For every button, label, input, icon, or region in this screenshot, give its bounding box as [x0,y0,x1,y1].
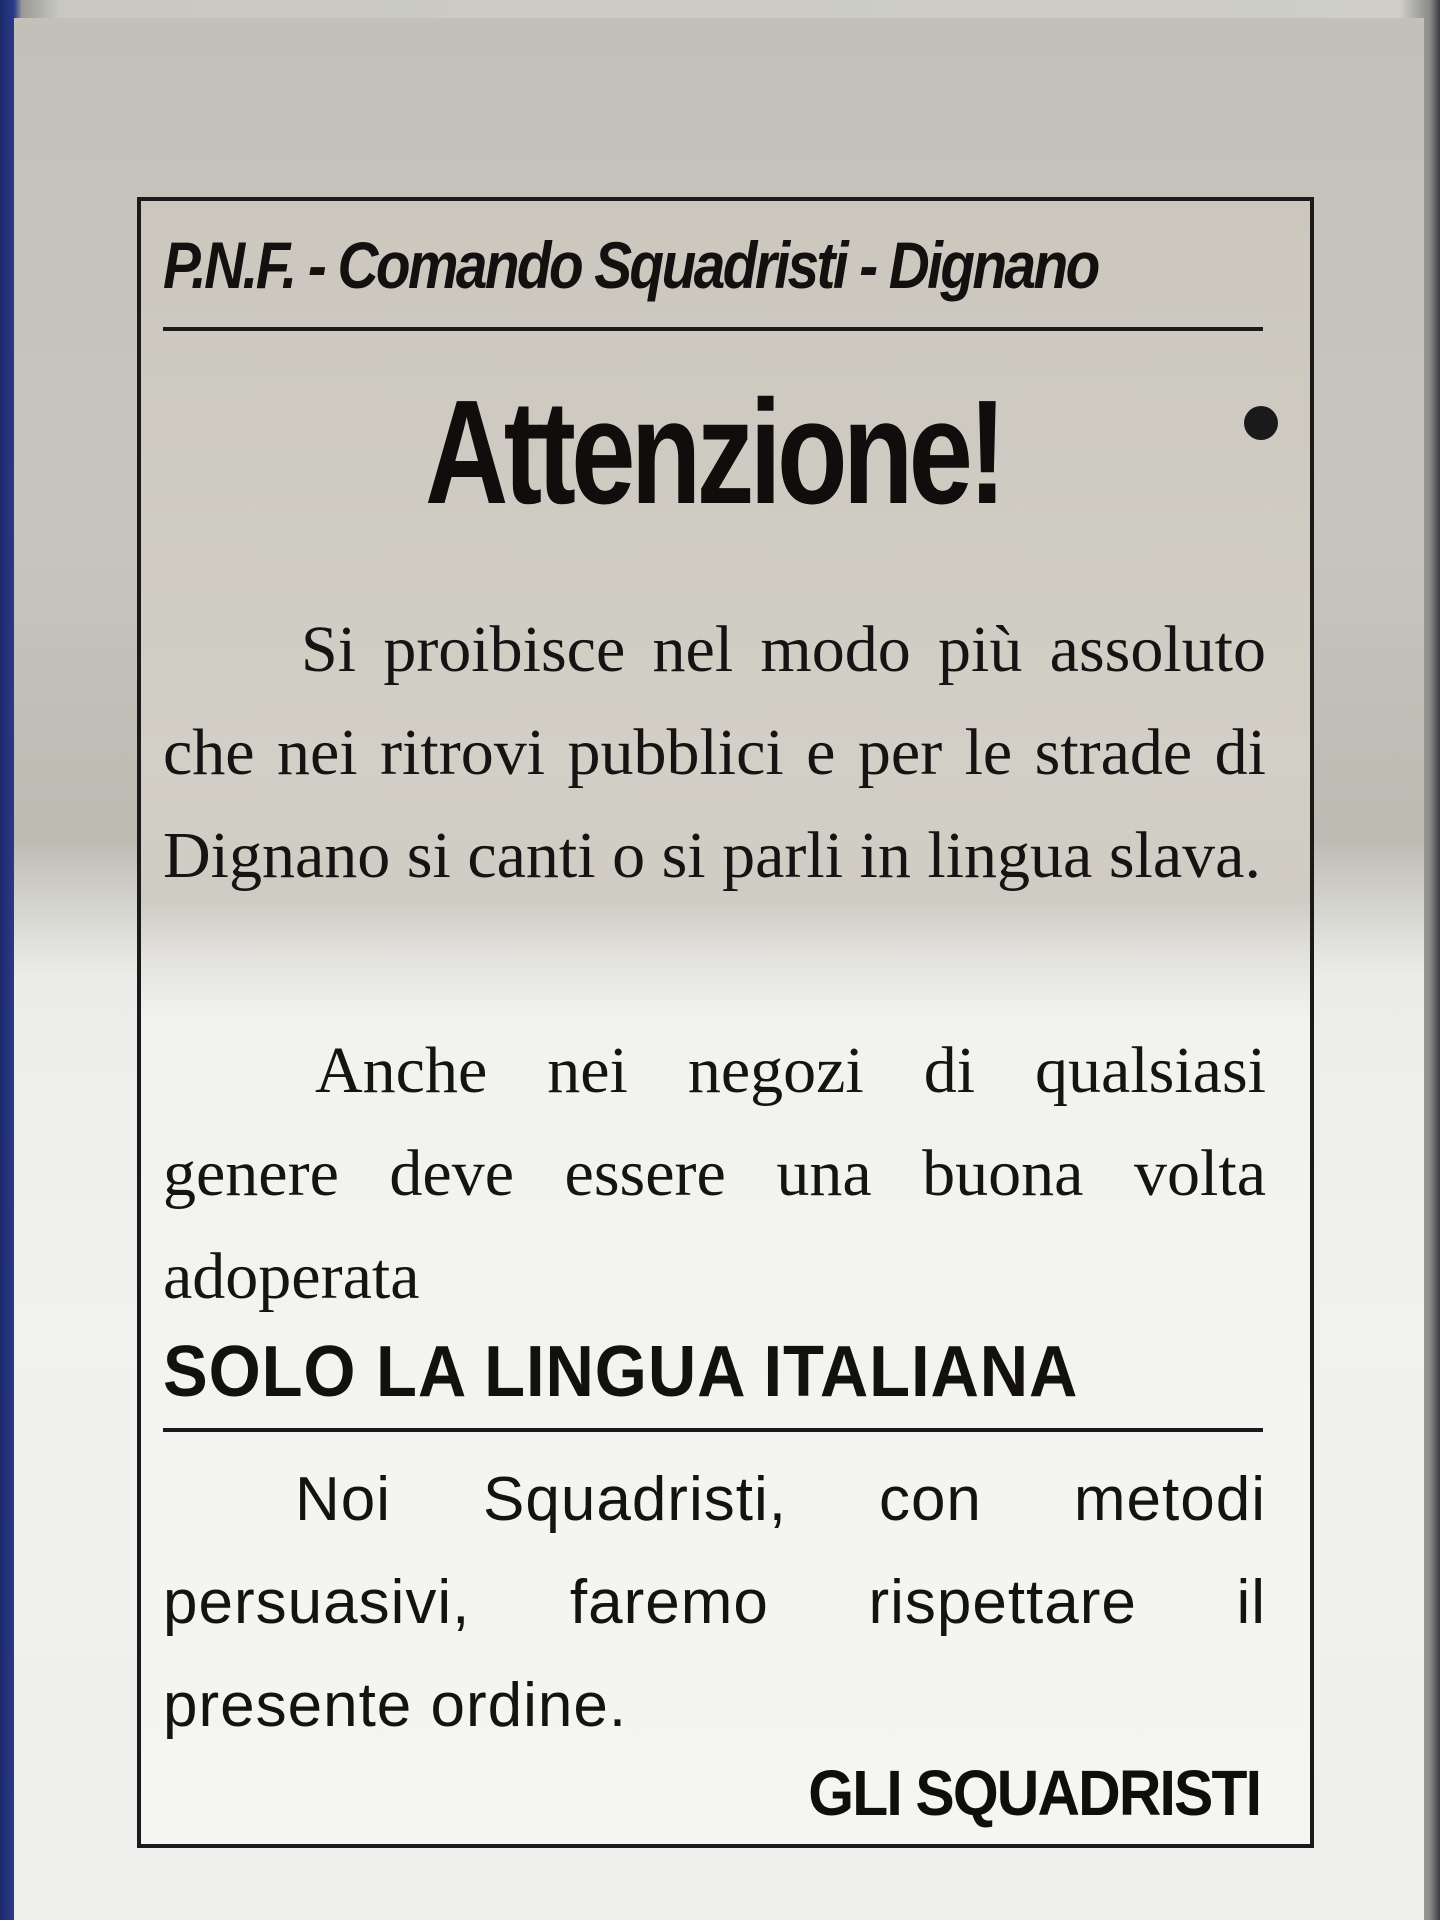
header-divider [163,327,1263,331]
paragraph-prohibition: Si proibisce nel modo più assoluto che nei ritrovi pubblici e per le strade di Dignano si canti o si parli in lingua slava. [163,613,1266,892]
paragraph-shops: Anche nei negozi di qualsiasi genere deve essere una buona volta adoperata [163,1034,1266,1313]
signature: GLI SQUADRISTI [808,1757,1260,1829]
poster-frame [137,197,1314,1848]
poster-header: P.N.F. - Comando Squadristi - Dignano [163,228,1098,302]
poster-title: Attenzione! [425,370,1002,535]
paragraph-closing: Noi Squadristi, con metodi persuasivi, faremo rispettare il presente ordine. [163,1465,1266,1740]
emphasis-line: SOLO LA LINGUA ITALIANA [163,1332,1079,1412]
ink-blot [1244,406,1278,440]
emphasis-divider [163,1428,1263,1432]
